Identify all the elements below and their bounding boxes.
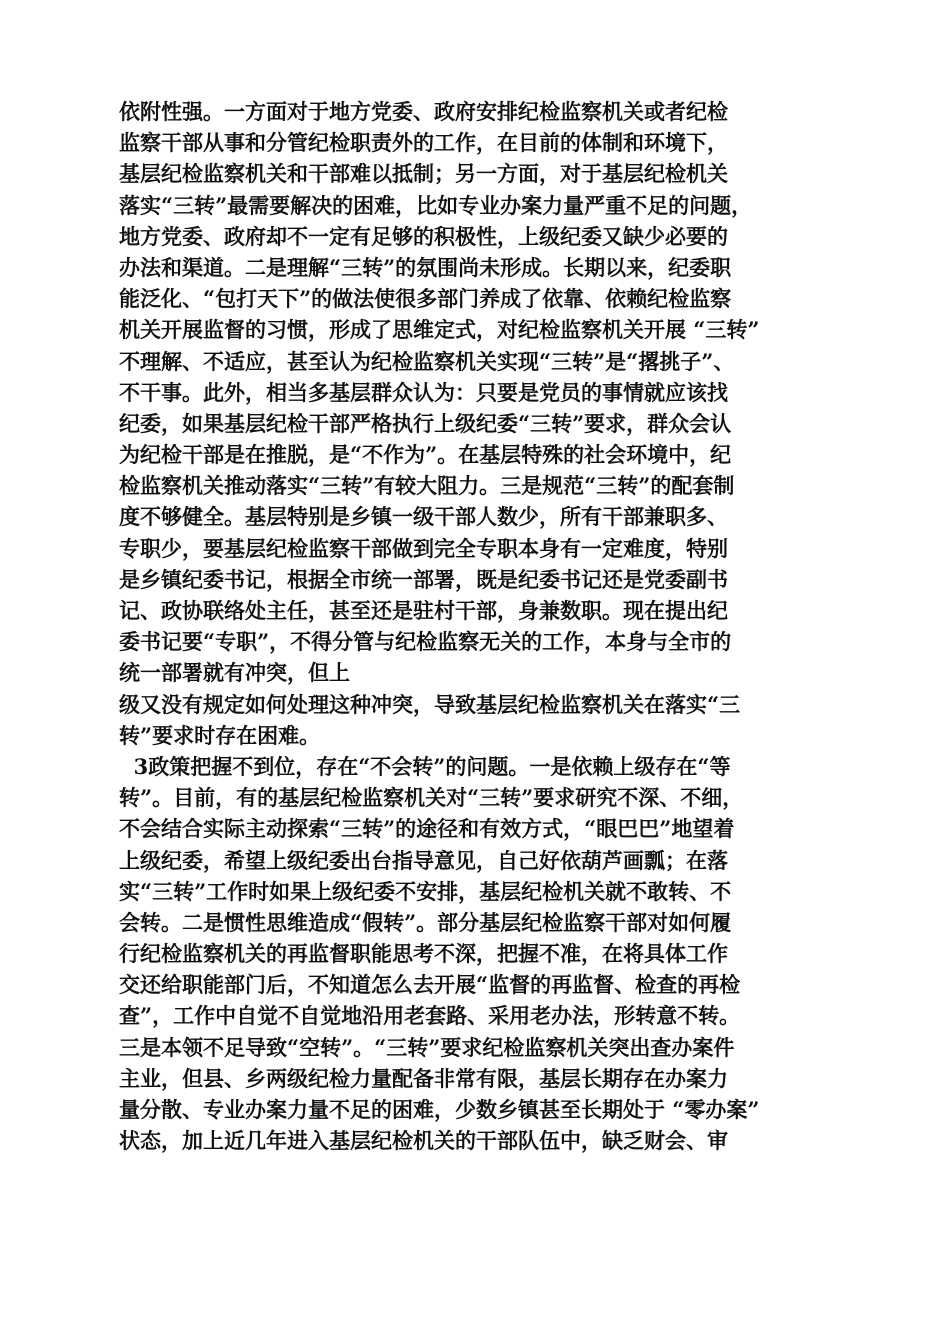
text-line: 状态，加上近几年进入基层纪检机关的干部队伍中，缺乏财会、审 <box>119 1128 728 1154</box>
text-line: 3政策把握不到位，存在“不会转”的问题。一是依赖上级存在“等 <box>119 753 731 779</box>
text-line: 实“三转”工作时如果上级纪委不安排，基层纪检机关就不敢转、不 <box>119 878 732 904</box>
text-line: 交还给职能部门后，不知道怎么去开展“监督的再监督、检查的再检 <box>119 972 741 998</box>
text-line: 转”要求时存在困难。 <box>119 722 321 748</box>
text-line: 依附性强。一方面对于地方党委、政府安排纪检监察机关或者纪检 <box>119 99 728 124</box>
text-line: 基层纪检监察机关和干部难以抵制；另一方面，对于基层纪检机关 <box>119 161 728 187</box>
text-line: 度不够健全。基层特别是乡镇一级干部人数少，所有干部兼职多、 <box>119 504 728 530</box>
text-line: 检监察机关推动落实“三转”有较大阻力。三是规范“三转”的配套制 <box>119 473 735 499</box>
text-line: 上级纪委，希望上级纪委出台指导意见，自己好依葫芦画瓢；在落 <box>119 847 728 873</box>
text-line: 行纪检监察机关的再监督职能思考不深，把握不准，在将具体工作 <box>119 941 728 967</box>
text-line: 能泛化、“包打天下”的做法使很多部门养成了依靠、依赖纪检监察 <box>119 286 732 312</box>
text-line: 为纪检干部是在推脱，是“不作为”。在基层特殊的社会环境中，纪 <box>119 442 732 468</box>
text-line: 量分散、专业办案力量不足的困难，少数乡镇甚至长期处于 “零办案” <box>119 1097 760 1122</box>
body-text <box>119 96 859 1156</box>
text-line: 专职少，要基层纪检监察干部做到完全专职本身有一定难度，特别 <box>119 535 728 561</box>
text-line: 机关开展监督的习惯，形成了思维定式，对纪检监察机关开展 “三转” <box>119 317 760 343</box>
text-line: 记、政协联络处主任，甚至还是驻村干部，身兼数职。现在提出纪 <box>119 598 728 623</box>
text-line: 是乡镇纪委书记，根据全市统一部署，既是纪委书记还是党委副书 <box>119 566 728 592</box>
text-line: 不会结合实际主动探索“三转”的途径和有效方式，“眼巴巴”地望着 <box>119 816 735 842</box>
text-line: 监察干部从事和分管纪检职责外的工作，在目前的体制和环境下， <box>119 130 728 156</box>
text-line: 地方党委、政府却不一定有足够的积极性，上级纪委又缺少必要的 <box>119 223 728 249</box>
text-line: 落实“三转”最需要解决的困难，比如专业办案力量严重不足的问题， <box>119 192 753 218</box>
text-line: 级又没有规定如何处理这种冲突，导致基层纪检监察机关在落实“三 <box>119 691 741 717</box>
text-line: 办法和渠道。二是理解“三转”的氛围尚未形成。长期以来，纪委职 <box>119 254 732 280</box>
text-line: 不理解、不适应，甚至认为纪检监察机关实现“三转”是“撂挑子”、 <box>119 348 735 374</box>
text-line: 不干事。此外，相当多基层群众认为：只要是党员的事情就应该找 <box>119 379 728 405</box>
text-line: 查”，工作中自觉不自觉地沿用老套路、采用老办法，形转意不转。 <box>119 1003 741 1029</box>
text-line: 纪委，如果基层纪检干部严格执行上级纪委“三转”要求，群众会认 <box>119 410 732 436</box>
text-line: 三是本领不足导致“空转”。“三转”要求纪检监察机关突出查办案件 <box>119 1034 735 1060</box>
text-line: 主业，但县、乡两级纪检力量配备非常有限，基层长期存在办案力 <box>119 1065 728 1091</box>
text-line: 委书记要“专职”，不得分管与纪检监察无关的工作，本身与全市的 <box>119 629 732 655</box>
text-line: 统一部署就有冲突，但上 <box>119 660 350 686</box>
text-line: 转”。目前，有的基层纪检监察机关对“三转”要求研究不深、不细， <box>119 785 744 811</box>
text-line: 会转。二是惯性思维造成“假转”。部分基层纪检监察干部对如何履 <box>119 909 732 935</box>
